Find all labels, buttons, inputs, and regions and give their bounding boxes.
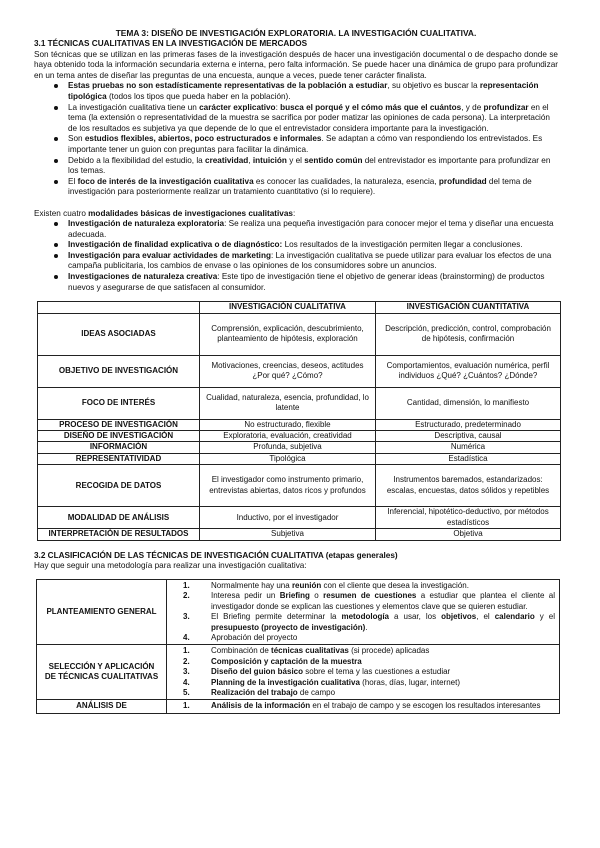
table-row xyxy=(38,529,561,540)
stage-steps xyxy=(167,579,560,644)
table-row xyxy=(38,387,561,419)
cell-cuantitativa: Estructurado, predeterminado xyxy=(376,419,561,430)
row-key: FOCO DE INTERÉS xyxy=(38,387,200,419)
modalidades-list xyxy=(54,219,558,293)
section-intro: Son técnicas que se utilizan en las primeras fases de la investigación después de hacer una investigación documental o de despacho donde se haya obtenido toda la información secundaria externa e interna, pero falta información. Se puede hacer una dinámica de grupo para profundizar en un tema antes de diseñar las preguntas de una encuesta, aunque a veces, puede tener carácter finalista. xyxy=(34,49,558,80)
cell-cualitativa: No estructurado, flexible xyxy=(200,419,376,430)
table-header-cell xyxy=(38,302,200,313)
cell-cualitativa: Motivaciones, creencias, deseos, actitudes ¿Por qué? ¿Cómo? xyxy=(200,355,376,387)
row-key: PROCESO DE INVESTIGACIÓN xyxy=(38,419,200,430)
cell-cualitativa: Tipológica xyxy=(200,453,376,464)
list-item: 2. Interesa pedir un Briefing o resumen de cuestiones a estudiar que plantea el cliente al investigador donde se explican las cuestiones y elementos clave que se quieren estudiar. xyxy=(183,591,556,611)
table-header-row xyxy=(38,302,561,313)
list-item: Estas pruebas no son estadísticamente representativas de la población a estudiar, su objetivo es buscar la representación tipológica (todos los tipos que pueda haber en la población). xyxy=(54,81,558,102)
characteristics-list xyxy=(54,81,558,198)
list-item: Investigaciones de naturaleza creativa: Este tipo de investigación tiene el objetivo de generar ideas (brainstorming) de productos nuevos y asegurarse de que satisfacen al consumidor. xyxy=(54,272,558,293)
cell-cuantitativa: Cantidad, dimensión, lo manifiesto xyxy=(376,387,561,419)
modalidades-intro: Existen cuatro modalidades básicas de investigaciones cualitativas: xyxy=(34,208,296,218)
cell-cualitativa: Cualidad, naturaleza, esencia, profundidad, lo latente xyxy=(200,387,376,419)
table-row xyxy=(38,442,561,453)
row-key: OBJETIVO DE INVESTIGACIÓN xyxy=(38,355,200,387)
cell-cualitativa: Profunda, subjetiva xyxy=(200,442,376,453)
stage-key: PLANTEAMIENTO GENERAL xyxy=(37,579,167,644)
list-item: 1. Normalmente hay una reunión con el cliente que desea la investigación. xyxy=(183,580,469,590)
row-key: MODALIDAD DE ANÁLISIS xyxy=(38,507,200,529)
cell-cuantitativa: Numérica xyxy=(376,442,561,453)
table-row xyxy=(38,507,561,529)
list-item: 1. Análisis de la información en el trabajo de campo y se escogen los resultados interesantes xyxy=(183,701,541,711)
cell-cuantitativa: Estadística xyxy=(376,453,561,464)
list-item: 4. Planning de la investigación cualitativa (horas, días, lugar, internet) xyxy=(183,677,460,687)
cell-cualitativa: El investigador como instrumento primario, entrevistas abiertas, datos ricos y profundos xyxy=(200,465,376,507)
list-item: La investigación cualitativa tiene un carácter explicativo: busca el porqué y el cómo más que el cuántos, y de profundizar en el tema (la extensión o representatividad de la muestra se sacrifica por poder matizar las opiniones de cada persona). La interpretación de los resultados es subjetiva ya que depende de lo que el entrevistador considera importante para la investigación. xyxy=(54,103,558,135)
list-item: El foco de interés de la investigación cualitativa es conocer las cualidades, la naturaleza, esencia, profundidad del tema de investigación para posteriormente realizar un tratamiento cuantitativo (si lo requiere). xyxy=(54,177,558,198)
list-item: 3. Diseño del guion básico sobre el tema y las cuestiones a estudiar xyxy=(183,667,451,677)
list-item: Investigación de naturaleza exploratoria: Se realiza una pequeña investigación para conocer mejor el tema y diseñar una encuesta adecuada. xyxy=(54,219,558,240)
list-item: Debido a la flexibilidad del estudio, la creatividad, intuición y el sentido común del entrevistador es importante para profundizar en los temas. xyxy=(54,156,558,177)
table-row xyxy=(38,465,561,507)
table-row xyxy=(38,313,561,355)
page-title: TEMA 3: DISEÑO DE INVESTIGACIÓN EXPLORATORIA. LA INVESTIGACIÓN CUALITATIVA. xyxy=(115,28,477,38)
table-row xyxy=(37,579,560,644)
stage-steps xyxy=(167,645,560,700)
cell-cuantitativa: Comportamientos, evaluación numérica, perfil individuos ¿Qué? ¿Cuántos? ¿Dónde? xyxy=(376,355,561,387)
cell-cualitativa: Subjetiva xyxy=(200,529,376,540)
list-item: Son estudios flexibles, abiertos, poco estructurados e informales. Se adaptan a cómo van respondiendo los entrevistados. Es importante tener un guion con preguntas para facilitar la dinámica. xyxy=(54,134,558,155)
stages-table xyxy=(36,579,560,714)
row-key: IDEAS ASOCIADAS xyxy=(38,313,200,355)
table-row xyxy=(38,419,561,430)
section-heading-3-1: 3.1 TÉCNICAS CUALITATIVAS EN LA INVESTIGACIÓN DE MERCADOS xyxy=(34,39,308,48)
list-item: 2. Composición y captación de la muestra xyxy=(183,656,362,666)
cell-cualitativa: Exploratoria, evaluación, creatividad xyxy=(200,431,376,442)
list-item: 5. Realización del trabajo de campo xyxy=(183,687,336,697)
cell-cuantitativa: Objetiva xyxy=(376,529,561,540)
table-row xyxy=(37,700,560,713)
table-header-cell: INVESTIGACIÓN CUANTITATIVA xyxy=(376,302,561,313)
stage-steps xyxy=(167,700,560,713)
table-row xyxy=(38,453,561,464)
table-row xyxy=(38,355,561,387)
list-item: 1. Combinación de técnicas cualitativas (si procede) aplicadas xyxy=(183,646,430,656)
row-key: REPRESENTATIVIDAD xyxy=(38,453,200,464)
stage-key: ANÁLISIS DE xyxy=(37,700,167,713)
list-item: Investigación de finalidad explicativa o de diagnóstico: Los resultados de la investigación permiten llegar a conclusiones. xyxy=(54,240,558,251)
table-header-cell: INVESTIGACIÓN CUALITATIVA xyxy=(200,302,376,313)
stage-key: SELECCIÓN Y APLICACIÓN DE TÉCNICAS CUALITATIVAS xyxy=(37,645,167,700)
cell-cuantitativa: Descriptiva, causal xyxy=(376,431,561,442)
cell-cuantitativa: Inferencial, hipotético-deductivo, por métodos estadísticos xyxy=(376,507,561,529)
cell-cuantitativa: Instrumentos baremados, estandarizados: escalas, encuestas, datos sólidos y repetibles xyxy=(376,465,561,507)
cell-cualitativa: Inductivo, por el investigador xyxy=(200,507,376,529)
row-key: DISEÑO DE INVESTIGACIÓN xyxy=(38,431,200,442)
list-item: 3. El Briefing permite determinar la metodología a usar, los objetivos, el calendario y el presupuesto (proyecto de investigación). xyxy=(183,612,555,632)
list-item: 4. Aprobación del proyecto xyxy=(183,632,298,642)
section-intro: Hay que seguir una metodología para realizar una investigación cualitativa: xyxy=(34,561,307,571)
row-key: RECOGIDA DE DATOS xyxy=(38,465,200,507)
row-key: INTERPRETACIÓN DE RESULTADOS xyxy=(38,529,200,540)
row-key: INFORMACIÓN xyxy=(38,442,200,453)
table-row xyxy=(38,431,561,442)
table-row xyxy=(37,645,560,700)
comparison-table xyxy=(37,301,561,540)
cell-cualitativa: Comprensión, explicación, descubrimiento, planteamiento de hipótesis, exploración xyxy=(200,313,376,355)
section-heading-3-2: 3.2 CLASIFICACIÓN DE LAS TÉCNICAS DE INVESTIGACIÓN CUALITATIVA (etapas generales) xyxy=(34,550,398,560)
list-item: Investigación para evaluar actividades de marketing: La investigación cualitativa se puede utilizar para evaluar los efectos de una campaña publicitaria, los cambios de envase o las opiniones de los consumidores sobre un anuncios. xyxy=(54,251,558,272)
cell-cuantitativa: Descripción, predicción, control, comprobación de hipótesis, confirmación xyxy=(376,313,561,355)
